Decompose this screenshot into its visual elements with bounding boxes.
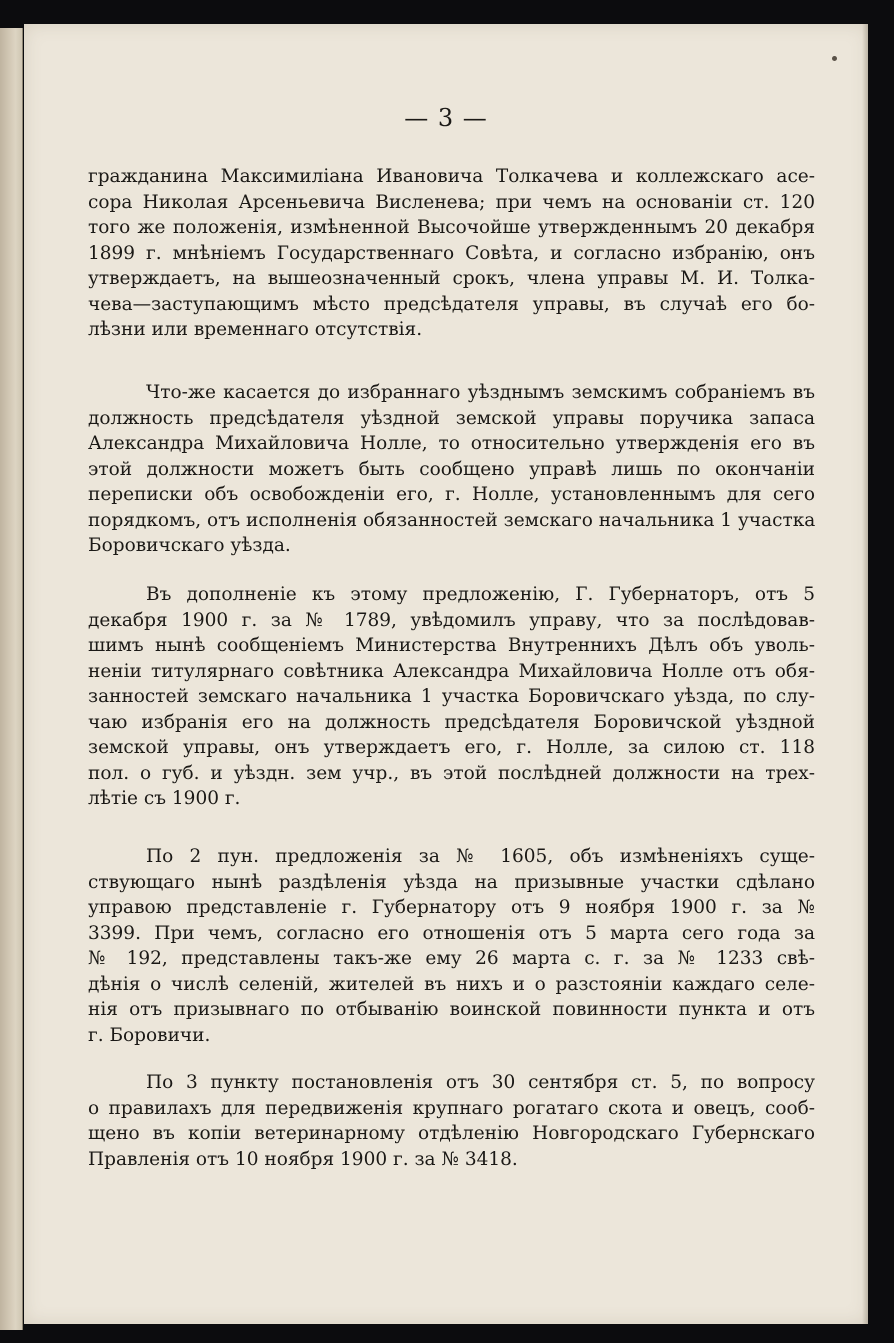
facing-page-edge [0, 28, 23, 1330]
text-line: шимъ нынѣ сообщеніемъ Министерства Внутреннихъ Дѣлъ объ уволь- [88, 635, 815, 656]
text-line: Что-же касается до избраннаго уѣзднымъ земскимъ собраніемъ въ [146, 382, 815, 403]
text-line: переписки объ освобожденіи его, г. Нолле, установленнымъ для сего [88, 484, 815, 505]
text-line: сора Николая Арсеньевича Висленева; при чемъ на основаніи ст. 120 [88, 191, 815, 213]
ink-spot [832, 56, 837, 61]
page-edge-shadow [862, 24, 868, 1324]
text-line: дѣнія о числѣ селеній, жителей въ нихъ и о разстояніи каждаго селе- [88, 973, 815, 995]
text-line: По 3 пункту постановленія отъ 30 сентября ст. 5, по вопросу [146, 1072, 815, 1093]
text-line: неніи титулярнаго совѣтника Александра Михайловича Нолле отъ обя- [88, 660, 815, 682]
text-line: должность предсѣдателя уѣздной земской управы поручика запаса [88, 407, 815, 429]
text-line: По 2 пун. предложенія за № 1605, объ измѣненіяхъ суще- [146, 846, 815, 867]
text-line: ствующаго нынѣ раздѣленія уѣзда на призывные участки сдѣлано [88, 871, 815, 893]
text-line: того же положенія, измѣненной Высочойше утвержденнымъ 20 декабря [88, 217, 815, 238]
text-line: гражданина Максимиліана Ивановича Толкачева и коллежскаго асе- [88, 166, 815, 187]
text-line: земской управы, онъ утверждаетъ его, г. Нолле, за силою ст. 118 [88, 737, 815, 758]
text-line: чева—заступающимъ мѣсто предсѣдателя управы, въ случаѣ его бо- [88, 293, 815, 315]
text-line: чаю избранія его на должность предсѣдателя Боровичской уѣздной [88, 711, 815, 733]
text-line: Въ дополненіе къ этому предложенію, Г. Губернаторъ, отъ 5 [146, 584, 815, 605]
text-line: утверждаетъ, на вышеозначенный срокъ, члена управы М. И. Толка- [88, 268, 815, 289]
text-line: Боровичскаго уѣзда. [88, 535, 291, 556]
text-line: о правилахъ для передвиженія крупнаго рогатаго скота и овецъ, сооб- [88, 1097, 815, 1119]
text-line: этой должности можетъ быть сообщено управѣ лишь по окончаніи [88, 458, 815, 480]
text-line: Правленія отъ 10 ноября 1900 г. за № 3418. [88, 1148, 518, 1170]
text-line: г. Боровичи. [88, 1024, 211, 1046]
document-page [24, 24, 868, 1324]
text-line: нія отъ призывнаго по отбыванію воинской повинности пункта и отъ [88, 999, 815, 1020]
text-line: № 192, представлены такъ-же ему 26 марта с. г. за № 1233 свѣ- [88, 948, 815, 969]
text-line: управою представленіе г. Губернатору отъ 9 ноября 1900 г. за № [88, 897, 815, 918]
text-line: декабря 1900 г. за № 1789, увѣдомилъ управу, что за послѣдовав- [88, 609, 815, 631]
text-line: лѣзни или временнаго отсутствія. [88, 319, 423, 340]
text-line: занностей земскаго начальника 1 участка Боровичскаго уѣзда, по слу- [88, 686, 815, 707]
text-line: лѣтіе съ 1900 г. [88, 788, 241, 809]
text-line: Александра Михайловича Нолле, то относительно утвержденія его въ [88, 433, 815, 454]
text-line: пол. о губ. и уѣздн. зем учр., въ этой послѣдней должности на трех- [88, 762, 815, 784]
page-number: — 3 — [404, 104, 488, 132]
text-line: порядкомъ, отъ исполненія обязанностей земскаго начальника 1 участка [88, 509, 816, 531]
text-line: щено въ копіи ветеринарному отдѣленію Новгородскаго Губернскаго [88, 1123, 815, 1144]
text-line: 3399. При чемъ, согласно его отношенія отъ 5 марта сего года за [88, 922, 815, 944]
text-line: 1899 г. мнѣніемъ Государственнаго Совѣта, и согласно избранію, онъ [88, 242, 815, 264]
